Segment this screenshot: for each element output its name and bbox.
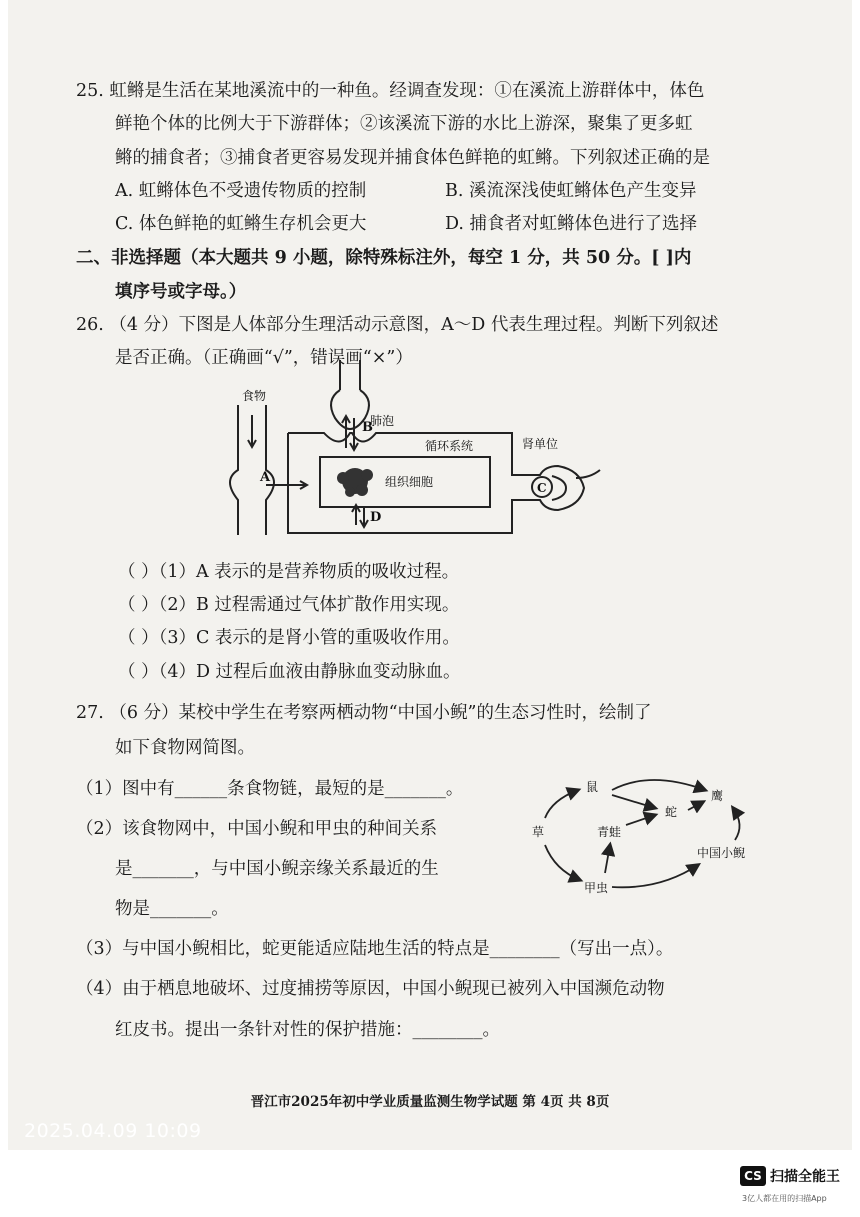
q26-item-4: （ ）（4）D 过程后血液由静脉血变动脉血。 [118, 662, 461, 682]
q25-option-c: C. 体色鲜艳的虹鳉生存机会更大 [115, 214, 367, 234]
scan-timestamp: 2025.04.09 10:09 [24, 1120, 202, 1142]
label-b: B [362, 420, 373, 435]
q27-part2c: 物是_______。 [115, 899, 229, 919]
page-footer: 晋江市2025年初中学业质量监测生物学试题 第 4页 共 8页 [250, 1094, 610, 1110]
label-c: C [537, 481, 547, 495]
q25-option-a: A. 虹鳉体色不受遗传物质的控制 [115, 181, 367, 201]
q27-part4a: （4）由于栖息地破坏、过度捕捞等原因，中国小鲵现已被列入中国濒危动物 [76, 979, 665, 999]
node-grass: 草 [532, 825, 545, 839]
label-circulation: 循环系统 [425, 439, 474, 453]
label-alveolus: 肺泡 [370, 414, 395, 428]
q27-part3: （3）与中国小鲵相比，蛇更能适应陆地生活的特点是________（写出一点）。 [76, 939, 674, 959]
node-frog: 青蛙 [597, 825, 622, 839]
q25-line2: 鲜艳个体的比例大于下游群体；②该溪流下游的水比上游深，聚集了更多虹 [115, 114, 693, 134]
node-beetle: 甲虫 [584, 881, 609, 895]
node-eagle: 鹰 [711, 789, 724, 803]
camscanner-logo-icon: CS [740, 1166, 766, 1186]
node-mouse: 鼠 [586, 780, 599, 794]
q27-line1: 27. （6 分）某校中学生在考察两栖动物“中国小鲵”的生态习性时，绘制了 [76, 703, 652, 723]
q26-item-3: （ ）（3）C 表示的是肾小管的重吸收作用。 [118, 628, 460, 648]
app-bottom-bar [0, 1150, 860, 1217]
label-food: 食物 [242, 389, 267, 403]
q26-line2: 是否正确。（正确画“√”，错误画“×”） [115, 348, 413, 368]
q27-part4b: 红皮书。提出一条针对性的保护措施：________。 [115, 1020, 500, 1040]
section2-heading: 二、非选择题（本大题共 9 小题，除特殊标注外，每空 1 分，共 50 分。[ ]内 [76, 248, 692, 268]
q27-part1: （1）图中有______条食物链，最短的是_______。 [76, 779, 464, 799]
label-d: D [370, 510, 382, 525]
app-name: 扫描全能王 [770, 1169, 840, 1185]
q25-line1: 25. 虹鳉是生活在某地溪流中的一种鱼。经调查发现：①在溪流上游群体中，体色 [76, 81, 705, 101]
node-snake: 蛇 [665, 805, 678, 819]
node-salamander: 中国小鲵 [697, 846, 746, 860]
app-tagline: 3亿人都在用的扫描App [742, 1194, 827, 1203]
q26-item-2: （ ）（2）B 过程需通过气体扩散作用实现。 [118, 595, 460, 615]
q27-part2a: （2）该食物网中，中国小鲵和甲虫的种间关系 [76, 819, 438, 839]
q27-part2b: 是_______，与中国小鲵亲缘关系最近的生 [115, 859, 439, 879]
q26-item-1: （ ）（1）A 表示的是营养物质的吸收过程。 [118, 562, 460, 582]
q26-line1: 26. （4 分）下图是人体部分生理活动示意图，A～D 代表生理过程。判断下列叙述 [76, 315, 719, 335]
section2-heading-cont: 填序号或字母。） [115, 282, 247, 302]
label-tissue-cell: 组织细胞 [385, 475, 434, 489]
label-kidney-unit: 肾单位 [522, 437, 559, 451]
q25-option-b: B. 溪流深浅使虹鳉体色产生变异 [445, 181, 697, 201]
q25-line3: 鳉的捕食者；③捕食者更容易发现并捕食体色鲜艳的虹鳉。下列叙述正确的是 [115, 148, 710, 168]
label-a: A [260, 470, 271, 485]
q25-option-d: D. 捕食者对虹鳉体色进行了选择 [445, 214, 698, 234]
q27-line2: 如下食物网简图。 [115, 738, 255, 758]
